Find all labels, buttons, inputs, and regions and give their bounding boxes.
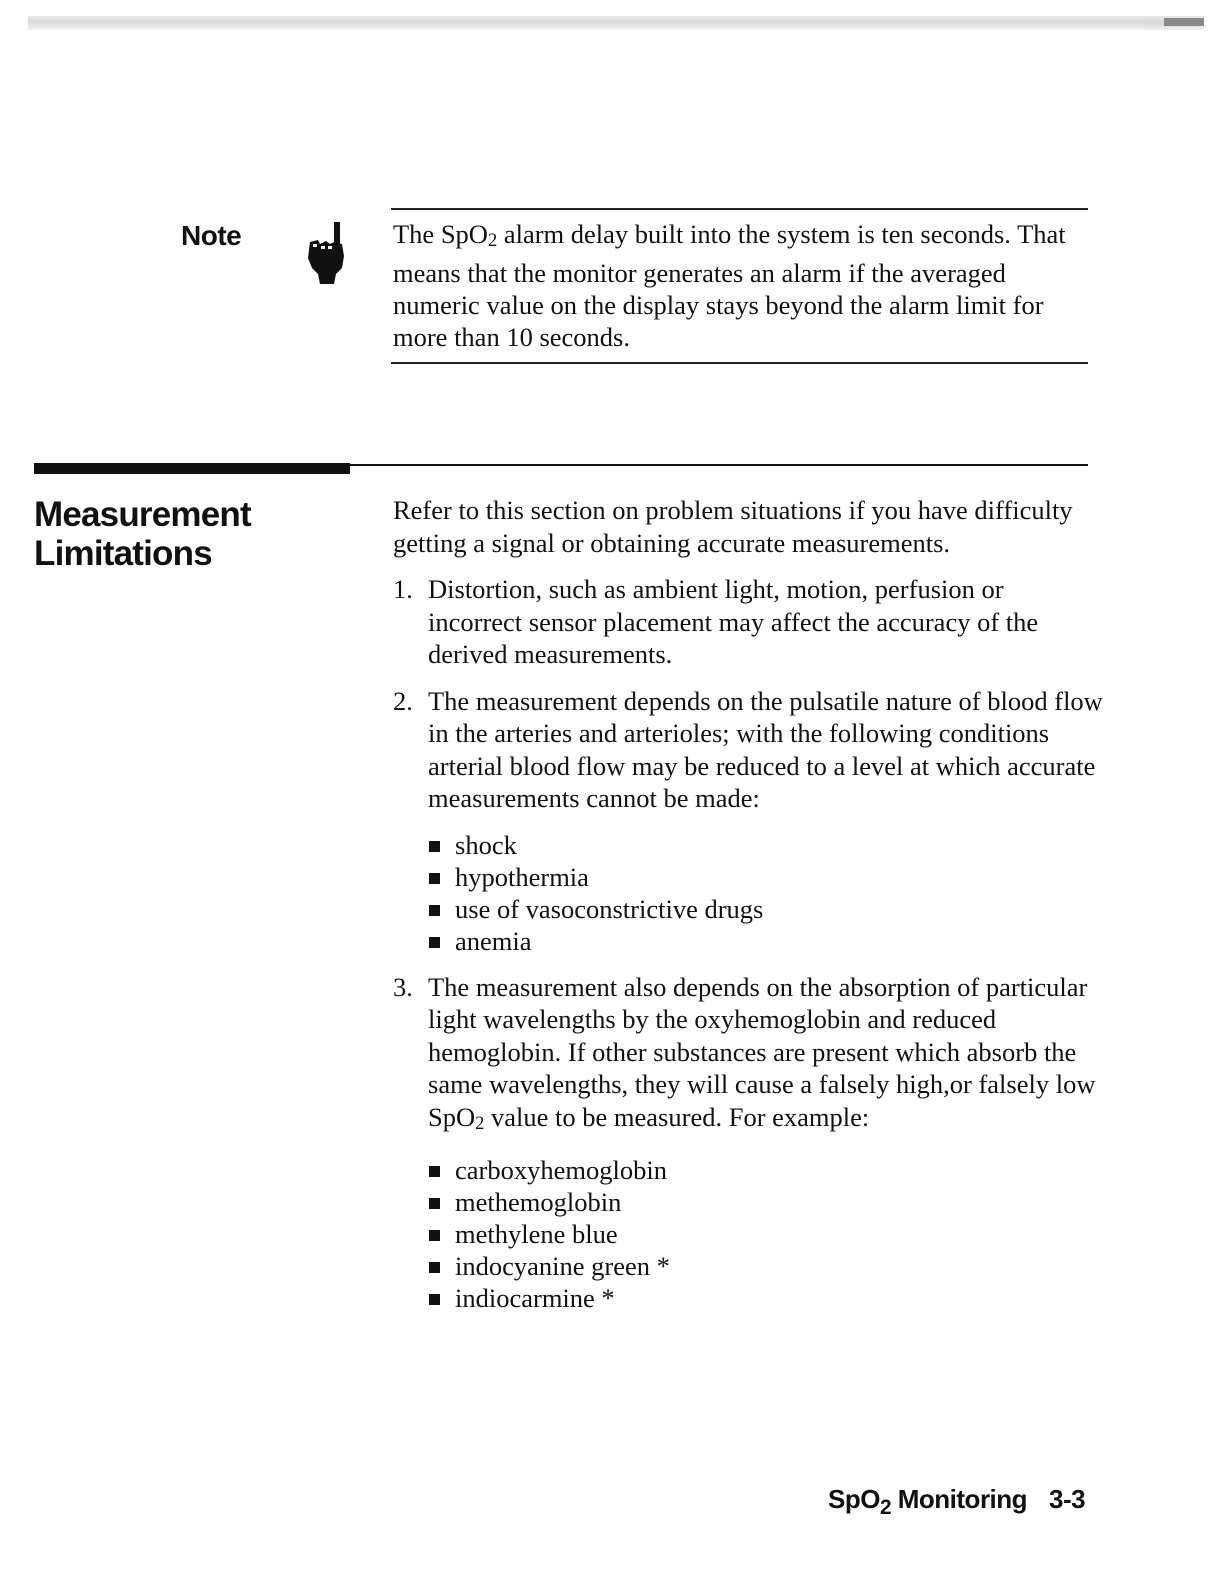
note-top-rule [391,208,1088,210]
square-bullet-icon [429,905,440,916]
note-text: The SpO$_2$ alarm delay built into the system is ten seconds. That means that the monitor generates an alarm if the averaged numeric value on the display stays beyond the alarm limit for more than 10 seconds. [393,219,1066,352]
bullet-item: indiocarmine * [428,1282,1103,1314]
section-heading-rule [350,464,1088,466]
scan-edge-shadow [28,16,1204,30]
bullet-item: indocyanine green * [428,1250,1103,1282]
pointing-hand-icon [304,222,348,288]
section-title-line-1: Measurement [34,495,251,534]
square-bullet-icon [429,937,440,948]
square-bullet-icon [429,841,440,852]
page-footer [828,1484,1085,1520]
bullet-item: anemia [428,925,1103,957]
note-bottom-rule [391,362,1088,364]
list-item [393,971,1103,1314]
square-bullet-icon [429,1294,440,1305]
list-item [393,685,1103,957]
bullet-item: methemoglobin [428,1186,1103,1218]
intro-paragraph: Refer to this section on problem situations if you have difficulty getting a signal or obtaining accurate measurements. [393,495,1073,558]
bullet-item: methylene blue [428,1218,1103,1250]
bullet-item: use of vasoconstrictive drugs [428,893,1103,925]
section-body [393,494,1103,1328]
list-item-number: 2. [393,685,413,716]
footer-section-name: SpO$_2$ Monitoring [828,1484,1028,1520]
list-item-number: 3. [393,971,413,1002]
limitations-list [393,573,1103,1314]
square-bullet-icon [429,1262,440,1273]
bullet-item: carboxyhemoglobin [428,1154,1103,1186]
note-label: Note [181,220,242,251]
section-title [34,495,251,573]
bullet-item: shock [428,829,1103,861]
page-number: 3-3 [1049,1484,1086,1514]
section-title-line-2: Limitations [34,534,212,573]
list-item-text: The measurement depends on the pulsatile nature of blood flow in the arteries and arterioles; with the following conditions arterial blood flow may be reduced to a level at which accurate measurements cannot be made: [428,685,1103,813]
list-item [393,573,1103,671]
bullet-item: hypothermia [428,861,1103,893]
square-bullet-icon [429,1166,440,1177]
list-item-text: Distortion, such as ambient light, motion, perfusion or incorrect sensor placement may affect the accuracy of the derived measurements. [428,574,1039,669]
square-bullet-icon [429,1230,440,1241]
condition-bullets [428,829,1103,957]
square-bullet-icon [429,873,440,884]
substance-bullets [428,1154,1103,1314]
list-item-number: 1. [393,574,413,604]
list-item-text: The measurement also depends on the absorption of particular light wavelengths by the oxyhemoglobin and reduced hemoglobin. If other substances are present which absorb the same wavelengths, they will cause a falsely high,or falsely low SpO$_2$ value to be measured. For example: [428,971,1096,1134]
section-heading-bar [34,463,350,474]
square-bullet-icon [429,1198,440,1209]
